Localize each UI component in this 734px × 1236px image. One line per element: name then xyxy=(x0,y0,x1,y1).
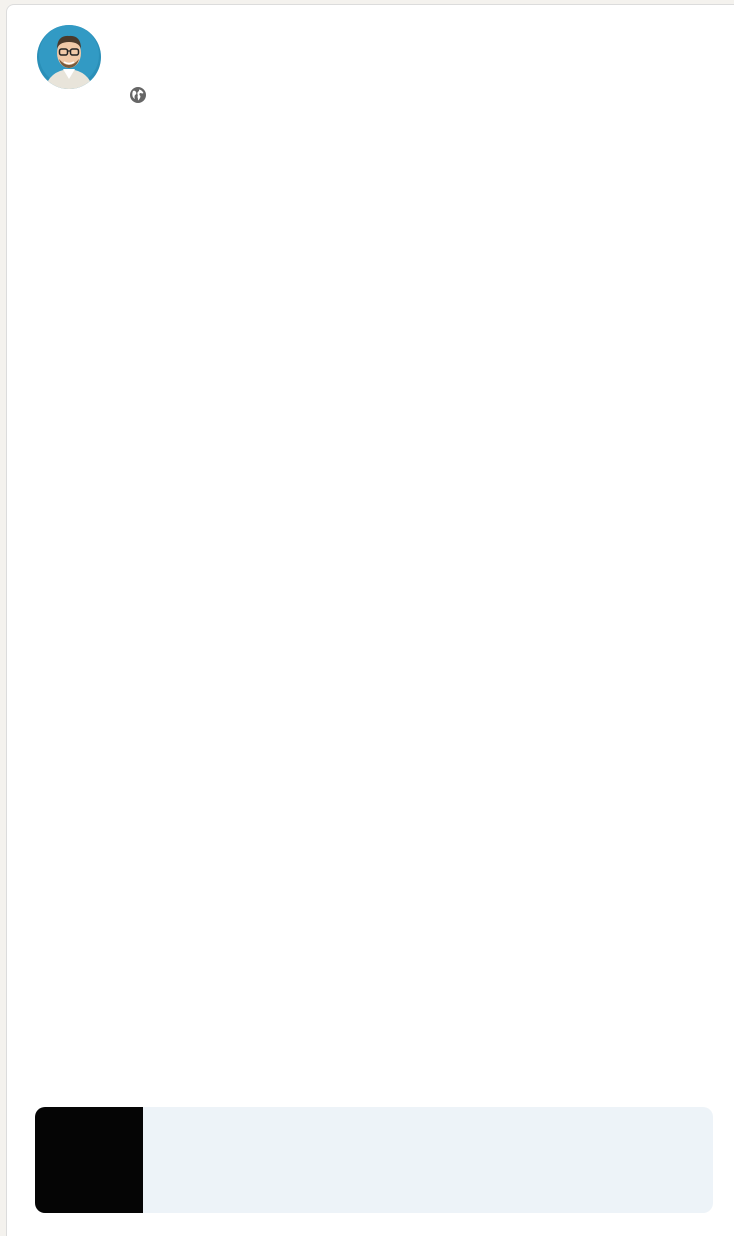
thumbnail-bar-chart xyxy=(35,1107,143,1213)
link-preview-card[interactable] xyxy=(35,1107,713,1213)
link-preview-thumbnail xyxy=(35,1107,143,1213)
post-card xyxy=(6,4,734,1236)
globe-icon xyxy=(129,86,147,108)
post-meta xyxy=(117,87,147,107)
author-name-row xyxy=(117,29,123,53)
more-options-button[interactable] xyxy=(665,35,705,67)
author-avatar[interactable] xyxy=(37,25,101,89)
